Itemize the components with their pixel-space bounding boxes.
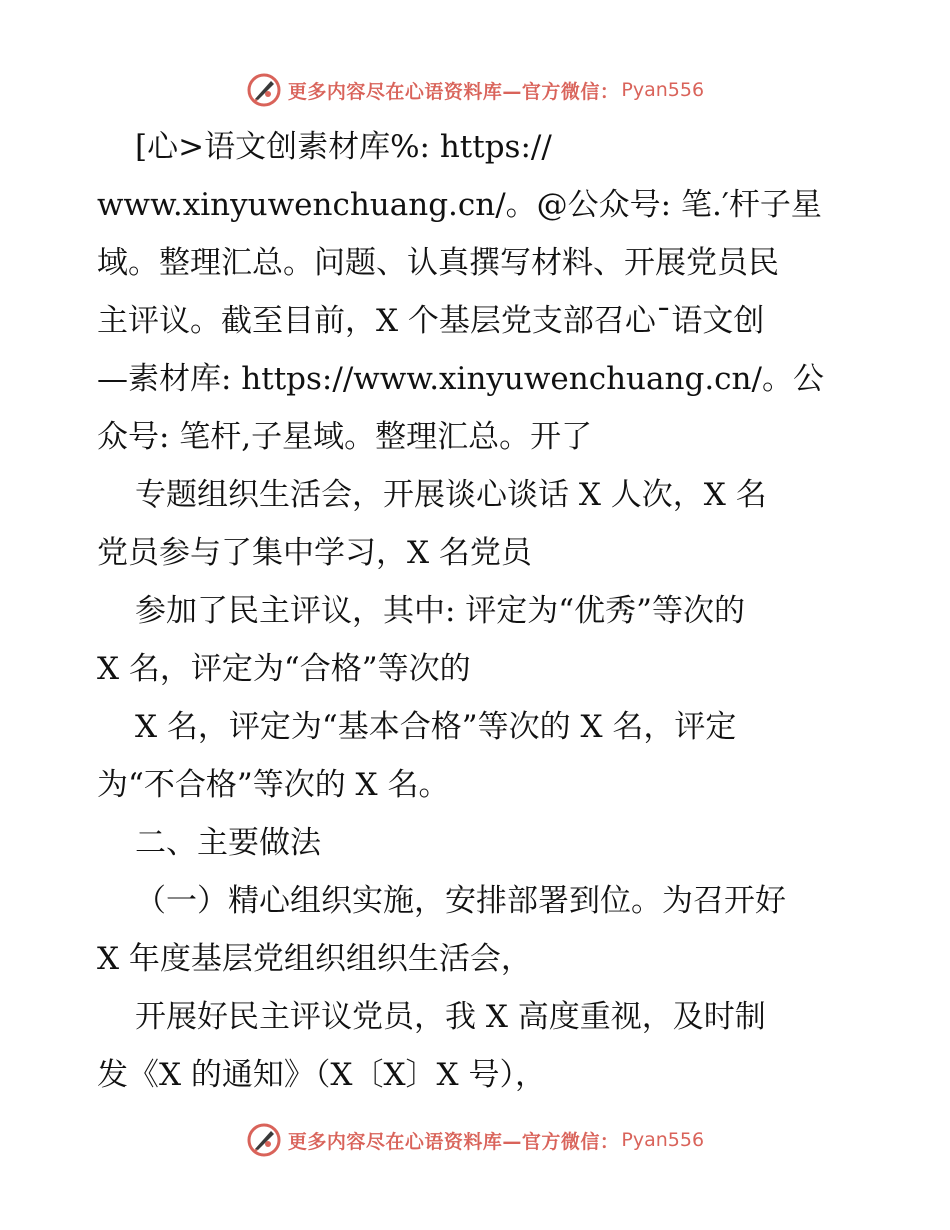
paragraph-line: www.xinyuwenchuang.cn/。@公众号: 笔.′杆子星	[97, 187, 822, 223]
paragraph-line: [心>语文创素材库%: https://	[135, 129, 552, 165]
paragraph-line: X 名，评定为“合格”等次的	[97, 651, 471, 687]
paragraph-line: （一）精心组织实施，安排部署到位。为召开好	[135, 883, 786, 919]
document-body	[97, 118, 857, 1104]
paragraph-line: 众号: 笔杆,子星域。整理汇总。开了	[97, 419, 593, 455]
paragraph-line: —素材库: https://www.xinyuwenchuang.cn/。公	[97, 361, 824, 397]
paragraph-line: X 年度基层党组织组织生活会，	[97, 941, 532, 977]
paragraph-line: X 名，评定为“基本合格”等次的 X 名，评定	[135, 709, 737, 745]
quill-logo-icon	[246, 1122, 282, 1158]
section-heading: 二、主要做法	[135, 825, 321, 861]
wechat-account: Pyan556	[621, 79, 705, 101]
paragraph-line: 为“不合格”等次的 X 名。	[97, 767, 450, 803]
quill-logo-icon	[246, 72, 282, 108]
paragraph-line: 专题组织生活会，开展谈心谈话 X 人次，X 名	[135, 477, 767, 513]
header-banner	[0, 70, 950, 110]
banner-slogan: 更多内容尽在心语资料库—官方微信：	[287, 1130, 620, 1153]
footer-banner	[0, 1120, 950, 1160]
paragraph-line: 开展好民主评议党员，我 X 高度重视，及时制	[135, 999, 766, 1035]
paragraph-line: 参加了民主评议，其中: 评定为“优秀”等次的	[135, 593, 745, 629]
paragraph-line: 发《X 的通知》（X〔X〕X 号），	[97, 1057, 546, 1093]
banner-slogan: 更多内容尽在心语资料库—官方微信：	[287, 80, 620, 103]
paragraph-line: 域。整理汇总。问题、认真撰写材料、开展党员民	[97, 245, 779, 281]
wechat-account: Pyan556	[621, 1129, 705, 1151]
paragraph-line: 党员参与了集中学习，X 名党员	[97, 535, 532, 571]
paragraph-line: 主评议。截至目前，X 个基层党支部召心¯语文创	[97, 303, 765, 339]
